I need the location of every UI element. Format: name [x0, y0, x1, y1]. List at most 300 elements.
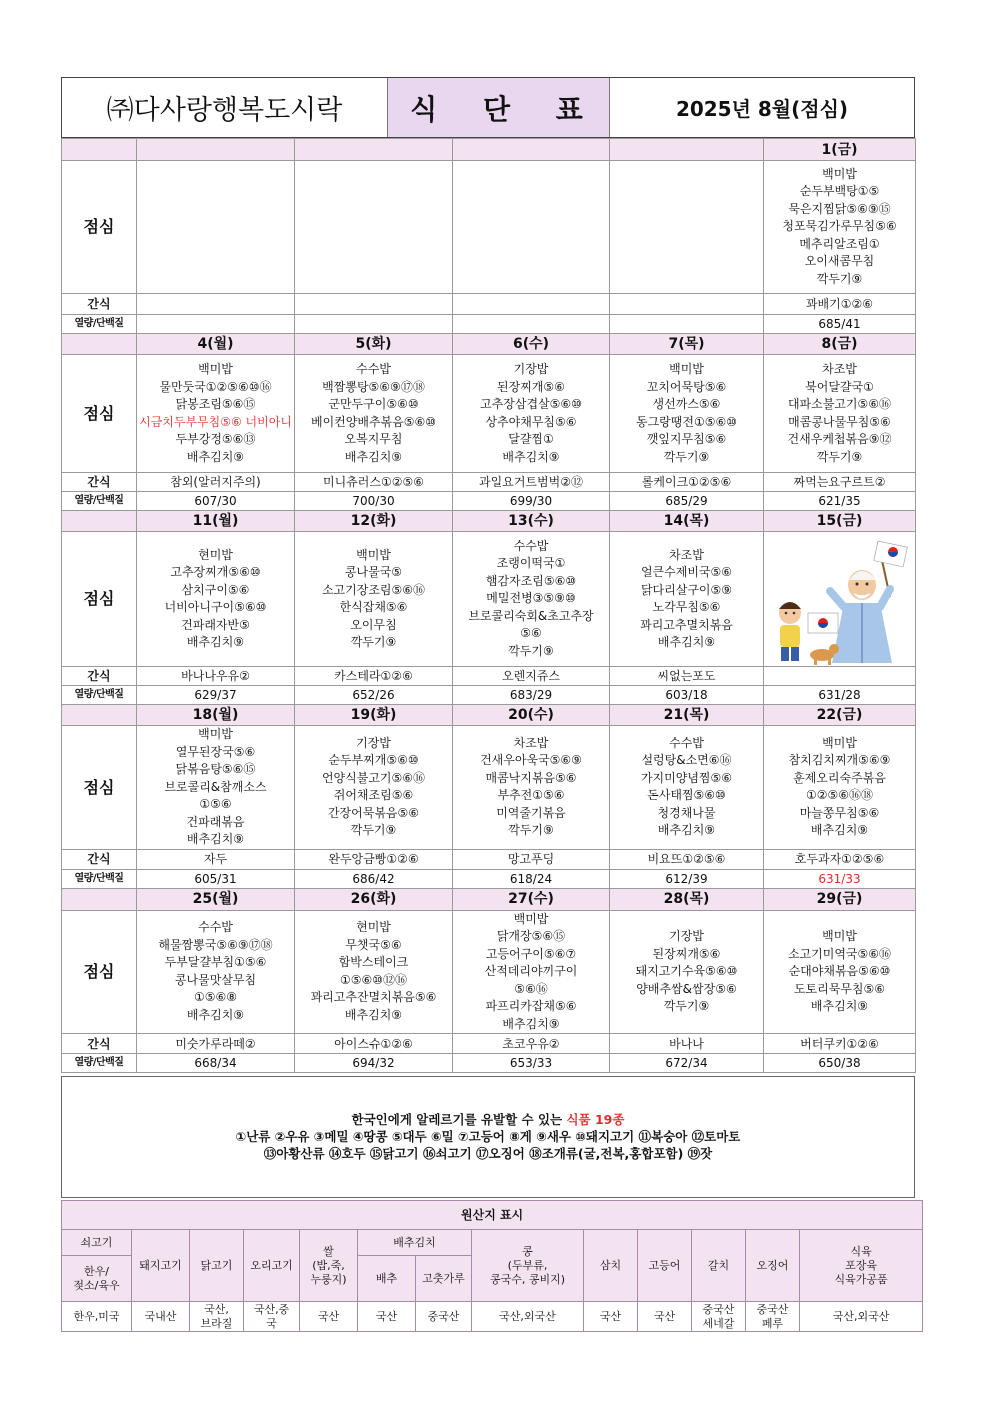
dish-item: 꽈리고추멸치볶음: [640, 617, 733, 632]
origin-bean: 콩 (두부류, 콩국수, 콩비지): [472, 1230, 584, 1302]
liberation-day-illustration: [770, 537, 910, 669]
dish-item: 참치김치찌개⑤⑥⑨: [788, 753, 891, 768]
origin-squid: 오징어: [746, 1230, 800, 1302]
dish-item: 양배추쌈&쌈장⑤⑥: [636, 981, 737, 996]
lunch-cell: [764, 726, 916, 850]
dish-item: 백미밥: [822, 166, 857, 181]
day-header: 12(화): [295, 511, 453, 532]
calorie-cell: 672/34: [610, 1054, 764, 1073]
snack-row: [62, 667, 916, 686]
dish-item: 건파래자반⑤: [181, 617, 250, 632]
origin-pork: 돼지고기: [132, 1230, 190, 1302]
dish-item: 무챗국⑤⑥: [345, 937, 402, 952]
dish-item: 콩나물맛살무침: [174, 972, 257, 987]
calorie-cell: [610, 315, 764, 334]
day-header: 18(월): [137, 705, 295, 726]
dish-item: 묵은지찜닭⑤⑥⑨⑮: [788, 201, 891, 216]
dish-item: 도토리묵무침⑤⑥: [793, 981, 886, 996]
calorie-cell: 683/29: [453, 686, 610, 705]
dish-item: 기장밥: [513, 362, 549, 376]
day-header: 29(금): [764, 888, 916, 910]
dish-item: 간장어묵볶음⑤⑥: [327, 805, 420, 820]
calorie-cell: 668/34: [137, 1054, 295, 1073]
dish-item: 북어달걀국①: [805, 379, 874, 394]
dish-item: 시금치두부무침⑤⑥ 너비아니: [139, 414, 292, 429]
day-header: [453, 139, 610, 161]
dish-item: 언양식불고기⑤⑥⑯: [321, 770, 426, 785]
snack-cell: 버터쿠키①②⑥: [764, 1034, 916, 1054]
origin-value-squid: 중국산 페루: [746, 1302, 800, 1332]
dish-item: 닭다리살구이⑤⑨: [640, 582, 733, 597]
menu-date: 2025년 8월(점심): [675, 97, 849, 121]
day-header: 1(금): [764, 139, 916, 161]
day-header: 14(목): [610, 511, 764, 532]
dish-item: 생선까스⑤⑥: [652, 397, 721, 411]
day-header: 20(수): [453, 705, 610, 726]
dish-item: 돼지고기수육⑤⑥⑩: [635, 964, 738, 978]
lunch-cell: [453, 910, 610, 1034]
day-row-label: [62, 888, 137, 910]
dish-item: 순두부찌개⑤⑥⑩: [328, 753, 419, 768]
snack-cell: 참외(알러지주의): [137, 473, 295, 492]
lunch-cell: [295, 532, 453, 667]
snack-cell: 자두: [137, 849, 295, 869]
day-header: 25(월): [137, 888, 295, 910]
snack-cell: 짜먹는요구르트②: [764, 473, 916, 492]
calorie-label: 열량/단백질: [62, 315, 137, 334]
dish-item: 배추김치⑨: [186, 1007, 245, 1022]
dish-item: 소고기미역국⑤⑥⑯: [787, 946, 892, 961]
snack-cell: 과일요거트범벅②⑫: [453, 473, 610, 492]
dish-item: 오복지무침: [344, 432, 403, 446]
dish-item: 기장밥: [356, 735, 391, 750]
calorie-cell: [137, 315, 295, 334]
origin-value-pork: 국내산: [132, 1302, 190, 1332]
origin-beef: 쇠고기: [62, 1230, 132, 1256]
lunch-cell: [610, 910, 764, 1034]
dish-item: 함박스테이크: [338, 955, 409, 970]
lunch-row: [62, 726, 916, 850]
allergy-heading: [62, 1111, 914, 1128]
dish-item: 건새우케첩볶음⑨⑫: [787, 432, 892, 446]
origin-kimchi-cabbage: 배추: [358, 1256, 416, 1302]
dish-item: 매콤콩나물무침⑤⑥: [788, 414, 891, 429]
lunch-cell: [610, 726, 764, 850]
snack-row: [62, 473, 916, 492]
dish-item: 두부강정⑤⑥⑬: [175, 432, 256, 446]
dish-item: 현미밥: [198, 547, 233, 562]
week-day-row: [62, 139, 916, 161]
lunch-cell: [137, 910, 295, 1034]
day-header: 22(금): [764, 705, 916, 726]
dish-item: 동그랑땡전①⑤⑥⑩: [636, 414, 737, 429]
lunch-cell: [610, 161, 764, 294]
dish-item: 파프리카잡채⑤⑥: [485, 999, 577, 1013]
dish-item: 깍두기⑨: [816, 271, 863, 286]
dish-item: 건새우아욱국⑤⑥⑨: [480, 753, 582, 768]
dish-item: 깍두기⑨: [508, 643, 554, 658]
snack-cell: [610, 294, 764, 315]
dish-item: ⑤⑥⑯: [514, 981, 548, 996]
origin-table: [61, 1200, 923, 1332]
dish-item: 메추리알조림①: [799, 236, 880, 251]
dish-item: 된장찌개⑤⑥: [652, 946, 721, 961]
origin-beef-sub: 한우/ 젖소/육우: [62, 1256, 132, 1302]
snack-cell: 완두앙금빵①②⑥: [295, 849, 453, 869]
day-header: 6(수): [453, 334, 610, 355]
day-header: 19(화): [295, 705, 453, 726]
calorie-cell: [453, 315, 610, 334]
lunch-cell: [764, 910, 916, 1034]
dish-item: 부추전①⑤⑥: [497, 788, 565, 803]
day-header: [295, 139, 453, 161]
snack-cell: 비요뜨①②⑤⑥: [610, 849, 764, 869]
dish-item: 배추김치⑨: [502, 1016, 560, 1031]
snack-cell: 꽈배기①②⑥: [764, 294, 916, 315]
snack-cell: [764, 667, 916, 686]
snack-label: 간식: [62, 1034, 137, 1054]
dish-item: 배추김치⑨: [502, 449, 560, 464]
snack-cell: 바나나: [610, 1034, 764, 1054]
dish-item: 햄감자조림⑤⑥⑩: [485, 573, 577, 588]
calorie-cell: 621/35: [764, 492, 916, 511]
dish-item: 배추김치⑨: [810, 823, 869, 838]
dish-item: 해물짬뽕국⑤⑥⑨⑰⑱: [158, 937, 273, 952]
dish-item: ①⑤⑥⑧: [193, 990, 238, 1005]
day-header: 11(월): [137, 511, 295, 532]
dish-item: 조랭이떡국①: [496, 556, 566, 571]
dish-item: 배추김치⑨: [344, 449, 403, 464]
day-row-label: [62, 139, 137, 161]
calorie-cell: 694/32: [295, 1054, 453, 1073]
dish-item: 마늘쫑무침⑤⑥: [799, 805, 880, 820]
lunch-cell: [137, 726, 295, 850]
day-header: 27(수): [453, 888, 610, 910]
dish-item: 깍두기⑨: [350, 635, 397, 649]
dish-item: 깍두기⑨: [663, 999, 710, 1013]
snack-row: [62, 294, 916, 315]
origin-value-pepper: 중국산: [416, 1302, 472, 1332]
dish-item: 백미밥: [198, 362, 233, 376]
dish-item: 두부달걀부침①⑤⑥: [164, 955, 267, 970]
origin-value-beef: 한우,미국: [62, 1302, 132, 1332]
dish-item: 쥐어채조림⑤⑥: [333, 788, 414, 803]
lunch-label: 점심: [62, 532, 137, 667]
week-day-row: [62, 334, 916, 355]
dish-item: 한식잡채⑤⑥: [339, 600, 408, 614]
origin-meat: 식육 포장육 식육가공품: [800, 1230, 923, 1302]
calorie-cell: 603/18: [610, 686, 764, 705]
dish-item: ⑤⑥: [520, 626, 542, 641]
origin-value-chicken: 국산, 브라질: [190, 1302, 244, 1332]
calorie-cell: 653/33: [453, 1054, 610, 1073]
day-header: 26(화): [295, 888, 453, 910]
dish-item: 깍두기⑨: [816, 449, 863, 464]
dish-item: 달걀찜①: [508, 432, 554, 446]
dish-item: 소고기장조림⑤⑥⑯: [321, 582, 426, 597]
calorie-cell: 685/41: [764, 315, 916, 334]
dish-item: 깻잎지무침⑤⑥: [646, 432, 727, 446]
dish-item: 브로콜리&참깨소스: [164, 779, 267, 794]
snack-cell: 미니츄러스①②⑤⑥: [295, 473, 453, 492]
day-row-label: [62, 511, 137, 532]
dish-item: 깍두기⑨: [508, 823, 554, 838]
dish-item: 닭봉조림⑤⑥⑮: [175, 397, 256, 411]
snack-cell: 카스테라①②⑥: [295, 667, 453, 686]
calorie-cell: 699/30: [453, 492, 610, 511]
allergy-notice: [61, 1076, 915, 1198]
dish-item: ①⑤⑥: [199, 797, 232, 811]
dish-item: 얼큰수제비국⑤⑥: [640, 565, 733, 579]
lunch-cell: [137, 532, 295, 667]
calorie-row: [62, 492, 916, 511]
dish-item: 수수밥: [669, 735, 704, 750]
snack-label: 간식: [62, 473, 137, 492]
dish-item: 물만둣국①②⑤⑥⑩⑯: [159, 379, 272, 394]
lunch-cell: [453, 532, 610, 667]
dish-item: 백미밥: [356, 547, 391, 562]
lunch-cell: [137, 355, 295, 473]
dish-item: 가지미양념찜⑤⑥: [640, 770, 733, 785]
dish-item: 백미밥: [513, 911, 549, 926]
day-header: 5(화): [295, 334, 453, 355]
dish-item: 대파소불고기⑤⑥⑯: [787, 397, 892, 411]
lunch-cell: [453, 161, 610, 294]
dish-item: 배추김치⑨: [810, 999, 869, 1013]
lunch-cell: [295, 161, 453, 294]
dish-item: 배추김치⑨: [657, 823, 716, 838]
week-day-row: [62, 511, 916, 532]
dish-item: 순두부백탕①⑤: [799, 184, 880, 199]
dish-item: 삼치구이⑤⑥: [181, 582, 250, 597]
dish-item: 고추장찌개⑤⑥⑩: [170, 565, 261, 579]
dish-item: 산적데리야끼구이: [484, 964, 578, 978]
snack-cell: 바나나우유②: [137, 667, 295, 686]
origin-value-duck: 국산,중 국: [244, 1302, 300, 1332]
origin-rice: 쌀 (밥,죽, 누룽지): [300, 1230, 358, 1302]
day-header: [137, 139, 295, 161]
dish-item: 열무된장국⑤⑥: [175, 744, 256, 759]
page-title: 식 단 표: [387, 78, 610, 137]
calorie-row: [62, 869, 916, 888]
snack-row: [62, 1034, 916, 1054]
dish-item: 수수밥: [356, 362, 391, 376]
dish-item: 오이새콤무침: [804, 254, 875, 269]
dish-item: 깍두기⑨: [350, 823, 397, 838]
day-header: 7(목): [610, 334, 764, 355]
dish-item: ①⑤⑥⑩⑫⑯: [339, 972, 408, 987]
lunch-cell: [610, 355, 764, 473]
dish-item: 배추김치⑨: [657, 635, 716, 649]
dish-item: 배추김치⑨: [186, 635, 245, 649]
calorie-cell: 652/26: [295, 686, 453, 705]
dish-item: 브로콜리숙회&초고추장: [468, 608, 594, 623]
dish-item: 차조밥: [513, 735, 549, 750]
calorie-cell: [295, 315, 453, 334]
snack-cell: 롤케이크①②⑤⑥: [610, 473, 764, 492]
dish-item: 백미밥: [822, 735, 857, 750]
dish-item: 너비아니구이⑤⑥⑩: [164, 600, 267, 614]
dish-item: 미역줄기볶음: [496, 805, 566, 820]
dish-item: 콩나물국⑤: [344, 565, 403, 579]
calorie-label: 열량/단백질: [62, 686, 137, 705]
origin-chicken: 닭고기: [190, 1230, 244, 1302]
origin-mackerel-pike: 삼치: [584, 1230, 638, 1302]
day-header: [610, 139, 764, 161]
dish-item: 수수밥: [198, 920, 233, 935]
lunch-cell: [295, 910, 453, 1034]
dish-item: 매콤낙지볶음⑤⑥: [485, 770, 577, 785]
dish-item: 수수밥: [513, 538, 549, 553]
origin-value-mackerel: 국산: [638, 1302, 692, 1332]
dish-item: 현미밥: [356, 920, 391, 935]
lunch-label: 점심: [62, 910, 137, 1034]
origin-mackerel: 고등어: [638, 1230, 692, 1302]
origin-value-meat: 국산,외국산: [800, 1302, 923, 1332]
dish-item: 노각무침⑤⑥: [652, 600, 721, 614]
origin-value-hairtail: 중국산 세네갈: [692, 1302, 746, 1332]
snack-cell: 미숫가루라떼②: [137, 1034, 295, 1054]
day-header: 4(월): [137, 334, 295, 355]
dish-item: 백미밥: [822, 929, 857, 943]
dish-item: 고추장삼겹살⑤⑥⑩: [480, 397, 582, 411]
day-row-label: [62, 334, 137, 355]
dish-item: 설렁탕&소면⑥⑯: [641, 753, 732, 768]
dish-item: ①②⑤⑥⑯⑱: [805, 788, 874, 803]
calorie-row: [62, 686, 916, 705]
snack-cell: 씨없는포도: [610, 667, 764, 686]
calorie-cell: 631/33: [764, 869, 916, 888]
snack-cell: 오렌지쥬스: [453, 667, 610, 686]
lunch-label: 점심: [62, 355, 137, 473]
lunch-row: [62, 910, 916, 1034]
lunch-cell: [137, 161, 295, 294]
dish-item: 기장밥: [669, 929, 704, 943]
menu-header: [61, 77, 915, 138]
origin-value-rice: 국산: [300, 1302, 358, 1332]
allergy-list-1: ①난류 ②우유 ③메밀 ④땅콩 ⑤대두 ⑥밀 ⑦고등어 ⑧게 ⑨새우 ⑩돼지고기 ⑪복숭아 ⑫토마토: [235, 1129, 741, 1144]
lunch-cell: [295, 355, 453, 473]
lunch-label: 점심: [62, 726, 137, 850]
dish-item: 차조밥: [669, 547, 704, 562]
dish-item: 돈사태찜⑤⑥⑩: [647, 788, 726, 803]
calorie-label: 열량/단백질: [62, 1054, 137, 1073]
origin-value-bean: 국산,외국산: [472, 1302, 584, 1332]
dish-item: 닭볶음탕⑤⑥⑮: [175, 762, 256, 776]
dish-item: 청포묵김가루무침⑤⑥: [782, 219, 897, 234]
dish-item: 메밀전병③⑤⑨⑩: [486, 591, 576, 606]
calorie-cell: 685/29: [610, 492, 764, 511]
origin-title: 원산지 표시: [62, 1201, 923, 1230]
calorie-cell: 700/30: [295, 492, 453, 511]
snack-cell: 초코우유②: [453, 1034, 610, 1054]
dish-item: 고등어구이⑤⑥⑦: [485, 946, 577, 961]
calorie-cell: 686/42: [295, 869, 453, 888]
dish-item: 백미밥: [669, 362, 704, 376]
week-day-row: [62, 705, 916, 726]
dish-item: 상추야채무침⑤⑥: [485, 414, 577, 429]
day-header: 21(목): [610, 705, 764, 726]
allergy-intro: 한국인에게 알레르기를 유발할 수 있는: [351, 1112, 563, 1127]
day-header: 28(목): [610, 888, 764, 910]
dish-item: 베이컨양배추볶음⑤⑥⑩: [310, 414, 436, 429]
dish-item: 배추김치⑨: [186, 832, 245, 846]
snack-cell: 호두과자①②⑤⑥: [764, 849, 916, 869]
lunch-cell: [453, 726, 610, 850]
company-name: ㈜다사랑행복도시락: [106, 95, 343, 126]
day-header: 15(금): [764, 511, 916, 532]
lunch-cell: [453, 355, 610, 473]
day-header: 13(수): [453, 511, 610, 532]
dish-item: 백미밥: [198, 727, 233, 741]
dish-item: 차조밥: [822, 362, 857, 376]
snack-cell: [453, 294, 610, 315]
snack-row: [62, 849, 916, 869]
origin-kimchi: 배추김치: [358, 1230, 472, 1256]
dish-item: 백짬뽕탕⑤⑥⑨⑰⑱: [322, 379, 425, 394]
snack-cell: 아이스슈①②⑥: [295, 1034, 453, 1054]
dish-item: 배추김치⑨: [344, 1007, 403, 1022]
dish-item: 꽈리고추잔멸치볶음⑤⑥: [310, 990, 437, 1005]
origin-value-mackerel-pike: 국산: [584, 1302, 638, 1332]
origin-kimchi-pepper: 고춧가루: [416, 1256, 472, 1302]
calorie-cell: 618/24: [453, 869, 610, 888]
calorie-cell: 605/31: [137, 869, 295, 888]
dish-item: 훈제오리숙주볶음: [793, 770, 886, 785]
dish-item: 건파래볶음: [186, 814, 245, 829]
week-day-row: [62, 888, 916, 910]
snack-label: 간식: [62, 667, 137, 686]
lunch-row: [62, 355, 916, 473]
snack-cell: 망고푸딩: [453, 849, 610, 869]
calorie-cell: 607/30: [137, 492, 295, 511]
dish-item: 배추김치⑨: [186, 449, 245, 464]
lunch-cell: [764, 355, 916, 473]
dish-item: 오이무침: [350, 617, 397, 632]
dish-item: 깍두기⑨: [663, 449, 710, 464]
calorie-row: [62, 1054, 916, 1073]
origin-duck: 오리고기: [244, 1230, 300, 1302]
origin-hairtail: 갈치: [692, 1230, 746, 1302]
calorie-cell: 631/28: [764, 686, 916, 705]
lunch-label: 점심: [62, 161, 137, 294]
origin-value-cabbage: 국산: [358, 1302, 416, 1332]
allergy-highlight: 식품 19종: [566, 1112, 625, 1127]
dish-item: 청경채나물: [657, 805, 716, 820]
snack-label: 간식: [62, 849, 137, 869]
calorie-cell: 629/37: [137, 686, 295, 705]
calorie-row: [62, 315, 916, 334]
lunch-row: [62, 161, 916, 294]
snack-cell: [295, 294, 453, 315]
lunch-cell: [295, 726, 453, 850]
dish-item: 순대야채볶음⑤⑥⑩: [788, 964, 891, 978]
snack-cell: [137, 294, 295, 315]
dish-item: 꼬치어묵탕⑤⑥: [646, 379, 727, 394]
day-row-label: [62, 705, 137, 726]
day-header: 8(금): [764, 334, 916, 355]
lunch-cell: [610, 532, 764, 667]
dish-item: 군만두구이⑤⑥⑩: [328, 397, 419, 411]
calorie-cell: 650/38: [764, 1054, 916, 1073]
allergy-list-2: ⑬아황산류 ⑭호두 ⑮닭고기 ⑯쇠고기 ⑰오징어 ⑱조개류(굴,전복,홍합포함) ⑲잣: [263, 1146, 713, 1161]
calorie-cell: 612/39: [610, 869, 764, 888]
lunch-cell: [764, 161, 916, 294]
snack-label: 간식: [62, 294, 137, 315]
dish-item: 된장찌개⑤⑥: [497, 379, 565, 394]
calorie-label: 열량/단백질: [62, 869, 137, 888]
calorie-label: 열량/단백질: [62, 492, 137, 511]
